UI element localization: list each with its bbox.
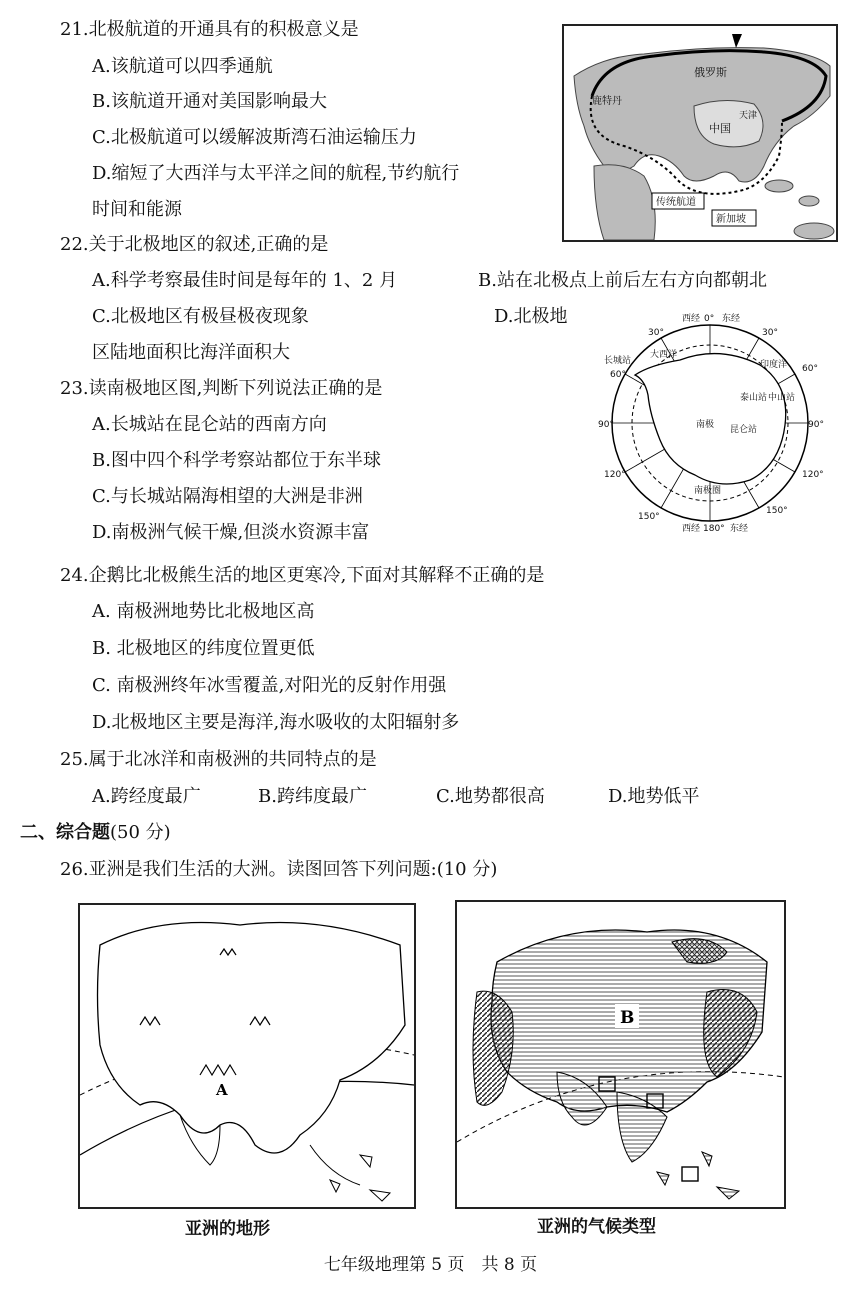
label-taishan: 泰山站 — [740, 393, 768, 403]
label-30e: 30° — [762, 328, 778, 338]
label-90e: 90° — [808, 420, 824, 430]
asia-terrain-graphic — [80, 905, 414, 1207]
label-zero: 0° — [704, 314, 715, 324]
label-east-top: 东经 — [722, 314, 741, 324]
q24-option-b: B. 北极地区的纬度位置更低 — [92, 638, 315, 659]
climate-label-b: B — [620, 1008, 635, 1028]
asia-climate-caption: 亚洲的气候类型 — [537, 1217, 656, 1237]
label-great-wall: 长城站 — [604, 356, 632, 366]
label-russia: 俄罗斯 — [694, 66, 727, 79]
label-60w: 60° — [610, 370, 626, 380]
arctic-route-map-graphic — [564, 26, 836, 240]
antarctic-map — [590, 305, 830, 535]
q21-option-c: C.北极航道可以缓解波斯湾石油运输压力 — [92, 127, 417, 148]
asia-climate-graphic — [457, 902, 784, 1207]
section-title-text: 二、综合题 — [20, 822, 110, 843]
q21-option-d-cont: 时间和能源 — [92, 199, 182, 220]
q25-stem: 25.属于北冰洋和南极洲的共同特点的是 — [60, 749, 377, 770]
label-rotterdam: 鹿特丹 — [592, 96, 622, 107]
q22-option-a: A.科学考察最佳时间是每年的 1、2 月 — [92, 270, 398, 291]
arctic-route-map — [562, 24, 838, 242]
label-atlantic: 大西洋 — [650, 350, 678, 360]
label-150e: 150° — [766, 506, 788, 516]
q22-option-d-cont: 区陆地面积比海洋面积大 — [92, 342, 290, 363]
q21-option-b: B.该航道开通对美国影响最大 — [92, 91, 327, 112]
q22-option-d: D.北极地 — [494, 306, 568, 327]
q23-option-c: C.与长城站隔海相望的大洲是非洲 — [92, 486, 363, 507]
label-west-bottom: 西经 — [682, 524, 701, 534]
label-kunlun: 昆仑站 — [730, 425, 758, 435]
q22-option-b: B.站在北极点上前后左右方向都朝北 — [478, 270, 767, 291]
label-120e: 120° — [802, 470, 824, 480]
section-title — [20, 821, 171, 845]
section-score: (50 分) — [110, 822, 171, 843]
asia-terrain-caption: 亚洲的地形 — [185, 1219, 270, 1239]
label-west-top: 西经 — [682, 314, 701, 324]
q25-option-d: D.地势低平 — [608, 786, 700, 807]
q23-option-d: D.南极洲气候干燥,但淡水资源丰富 — [92, 522, 370, 543]
q22-option-c: C.北极地区有极昼极夜现象 — [92, 306, 309, 327]
label-60e: 60° — [802, 364, 818, 374]
label-zhongshan: 中山站 — [768, 393, 796, 403]
q25-option-b: B.跨纬度最广 — [258, 786, 367, 807]
antarctic-map-graphic — [590, 305, 830, 535]
label-120w: 120° — [604, 470, 626, 480]
label-150w: 150° — [638, 512, 660, 522]
q24-option-d: D.北极地区主要是海洋,海水吸收的太阳辐射多 — [92, 712, 460, 733]
q23-option-a: A.长城站在昆仑站的西南方向 — [92, 414, 327, 435]
q21-stem: 21.北极航道的开通具有的积极意义是 — [60, 19, 359, 40]
q22-stem: 22.关于北极地区的叙述,正确的是 — [60, 234, 329, 255]
label-180: 180° — [703, 524, 725, 534]
label-indian: 印度洋 — [760, 360, 788, 370]
q24-option-c: C. 南极洲终年冰雪覆盖,对阳光的反射作用强 — [92, 675, 447, 696]
q24-stem: 24.企鹅比北极熊生活的地区更寒冷,下面对其解释不正确的是 — [60, 565, 545, 586]
label-tianjin: 天津 — [739, 111, 758, 121]
label-east-bottom: 东经 — [730, 524, 749, 534]
label-south-pole: 南极 — [696, 420, 715, 430]
asia-climate-map — [455, 900, 786, 1209]
q23-stem: 23.读南极地区图,判断下列说法正确的是 — [60, 378, 383, 399]
q21-option-d: D.缩短了大西洋与太平洋之间的航程,节约航行 — [92, 163, 460, 184]
label-singapore: 新加坡 — [716, 214, 746, 225]
q25-option-c: C.地势都很高 — [436, 786, 545, 807]
asia-terrain-map — [78, 903, 416, 1209]
terrain-label-a: A — [216, 1081, 228, 1099]
label-30w: 30° — [648, 328, 664, 338]
q23-option-b: B.图中四个科学考察站都位于东半球 — [92, 450, 381, 471]
q21-option-a: A.该航道可以四季通航 — [92, 56, 273, 77]
q24-option-a: A. 南极洲地势比北极地区高 — [92, 601, 315, 622]
q25-option-a: A.跨经度最广 — [92, 786, 201, 807]
label-antarctic-circle: 南极圈 — [694, 486, 722, 496]
label-90w: 90° — [598, 420, 614, 430]
label-traditional-route: 传统航道 — [656, 197, 696, 208]
q26-stem: 26.亚洲是我们生活的大洲。读图回答下列问题:(10 分) — [60, 859, 498, 880]
label-china: 中国 — [709, 122, 731, 135]
page-footer: 七年级地理第 5 页 共 8 页 — [323, 1255, 538, 1275]
